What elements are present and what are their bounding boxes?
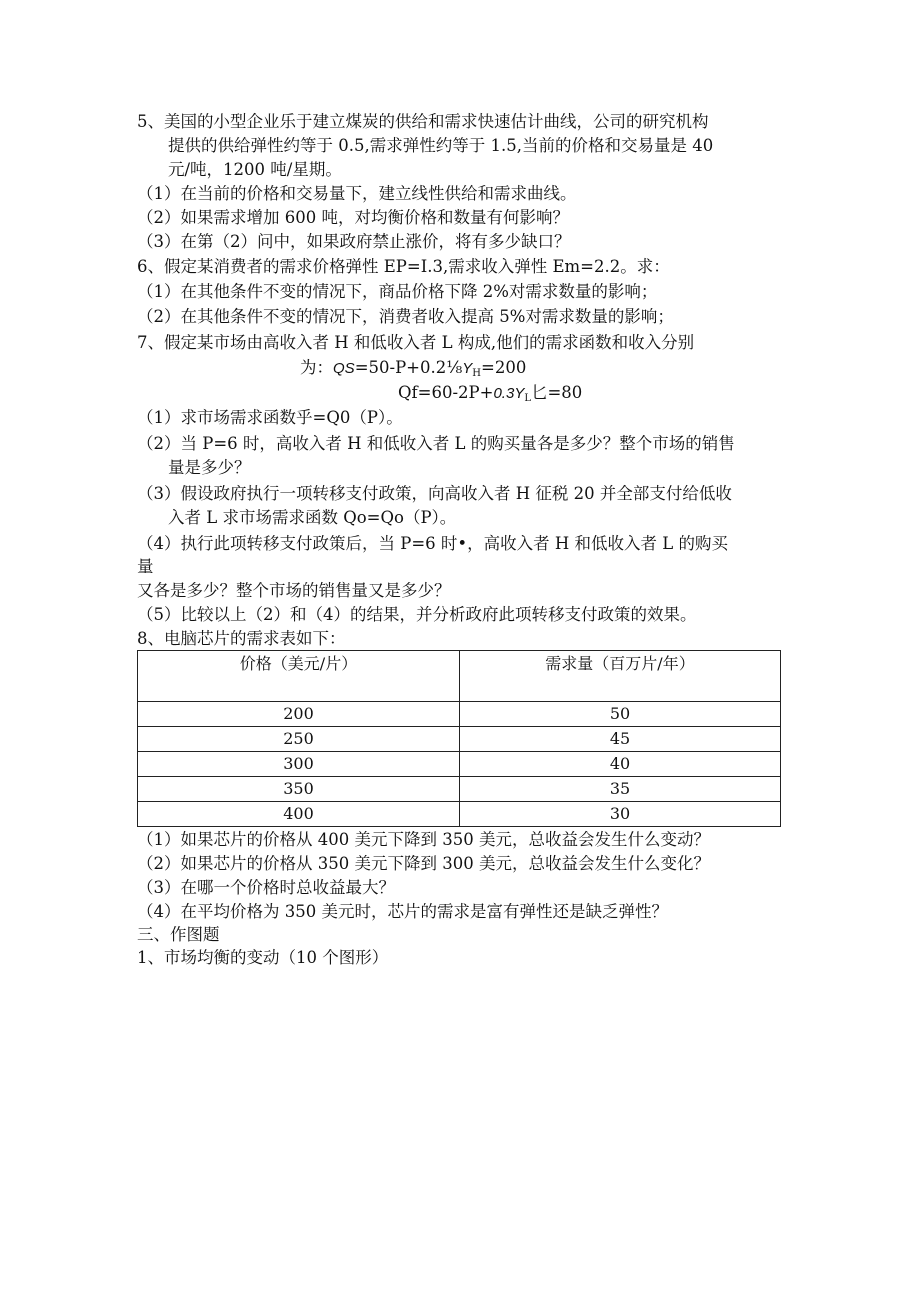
q7-sub2a: （2）当 P=6 时，高收入者 H 和低收入者 L 的购买量各是多少？整个市场的销售 (137, 434, 735, 453)
header-quantity: 需求量（百万片/年） (460, 651, 781, 702)
cell-quantity: 50 (460, 702, 781, 727)
q5-sub3: （3）在第（2）问中，如果政府禁止涨价，将有多少缺口？ (137, 232, 571, 251)
q5-line1: 5、美国的小型企业乐于建立煤炭的供给和需求快速估计曲线，公司的研究机构 (137, 112, 709, 131)
q7-sub5: （5）比较以上（2）和（4）的结果，并分析政府此项转移支付政策的效果。 (137, 605, 697, 624)
eq1-mid: =50-P+0.2 (354, 358, 447, 377)
eq2-start: Qf=60-2P+ (398, 383, 494, 402)
q6-sub2: （2）在其他条件不变的情况下，消费者收入提高 5%对需求数量的影响； (137, 307, 674, 326)
q7-sub4c: 又各是多少？整个市场的销售量又是多少？ (137, 581, 451, 600)
table-row (138, 752, 781, 777)
q7-sub1: （1）求市场需求函数乎=Q0（P）。 (137, 408, 403, 427)
eq2-it: 0.3Y (493, 385, 525, 402)
section3-title: 三、作图题 (137, 925, 220, 944)
cell-price: 350 (138, 777, 460, 802)
q8-sub1: （1）如果芯片的价格从 400 美元下降到 350 美元，总收益会发生什么变动？ (137, 830, 710, 849)
cell-price: 200 (138, 702, 460, 727)
table-row (138, 702, 781, 727)
cell-price: 250 (138, 727, 460, 752)
header-price: 价格（美元/片） (138, 651, 460, 702)
eq1-end: =200 (481, 358, 527, 377)
q5-line2: 提供的供给弹性约等于 0.5,需求弹性约等于 1.5,当前的价格和交易量是 40 (168, 136, 714, 155)
q8-sub2: （2）如果芯片的价格从 350 美元下降到 300 美元，总收益会发生什么变化？ (137, 854, 710, 873)
demand-table (137, 650, 781, 827)
q7-sub4a: （4）执行此项转移支付政策后，当 P=6 时•，高收入者 H 和低收入者 L 的购买 (137, 534, 728, 553)
q6-sub1: （1）在其他条件不变的情况下，商品价格下降 2%对需求数量的影响； (137, 282, 658, 301)
eq1-qs: QS (333, 360, 355, 377)
cell-price: 300 (138, 752, 460, 777)
eq1-frac: ⅛ (446, 358, 463, 377)
q7-sub3a: （3）假设政府执行一项转移支付政策，向高收入者 H 征税 20 并全部支付给低收 (137, 484, 732, 503)
q7-sub2b: 量是多少？ (168, 458, 251, 477)
table-row (138, 802, 781, 827)
q7-sub3b: 入者 L 求市场需求函数 Qo=Qo（P）。 (168, 508, 457, 527)
table-row (138, 777, 781, 802)
q8-line1: 8、电脑芯片的需求表如下： (137, 629, 346, 648)
cell-quantity: 35 (460, 777, 781, 802)
eq1-ysub: H (472, 368, 482, 379)
eq2-end: 匕=80 (530, 383, 583, 402)
eq1-prefix: 为： (300, 358, 333, 377)
q5-line3: 元/吨，1200 吨/星期。 (168, 160, 342, 179)
q8-sub4: （4）在平均价格为 350 美元时，芯片的需求是富有弹性还是缺乏弹性？ (137, 902, 668, 921)
cell-quantity: 30 (460, 802, 781, 827)
q7-sub4b: 量 (137, 557, 154, 576)
q7-line1: 7、假定某市场由高收入者 H 和低收入者 L 构成,他们的需求函数和收入分别 (137, 333, 695, 352)
q5-sub2: （2）如果需求增加 600 吨，对均衡价格和数量有何影响？ (137, 208, 569, 227)
q7-equation-2 (398, 381, 582, 411)
cell-quantity: 45 (460, 727, 781, 752)
table-row (138, 727, 781, 752)
section3-item1: 1、市场均衡的变动（10 个图形） (137, 948, 389, 967)
q8-sub3: （3）在哪一个价格时总收益最大？ (137, 878, 395, 897)
eq1-y: Y (462, 360, 473, 377)
q5-sub1: （1）在当前的价格和交易量下，建立线性供给和需求曲线。 (137, 184, 577, 203)
cell-price: 400 (138, 802, 460, 827)
eq2-sub: L (524, 393, 531, 404)
cell-quantity: 40 (460, 752, 781, 777)
q6-line1: 6、假定某消费者的需求价格弹性 EP=I.3,需求收入弹性 Em=2.2。求： (137, 257, 670, 276)
table-header-row (138, 651, 781, 702)
